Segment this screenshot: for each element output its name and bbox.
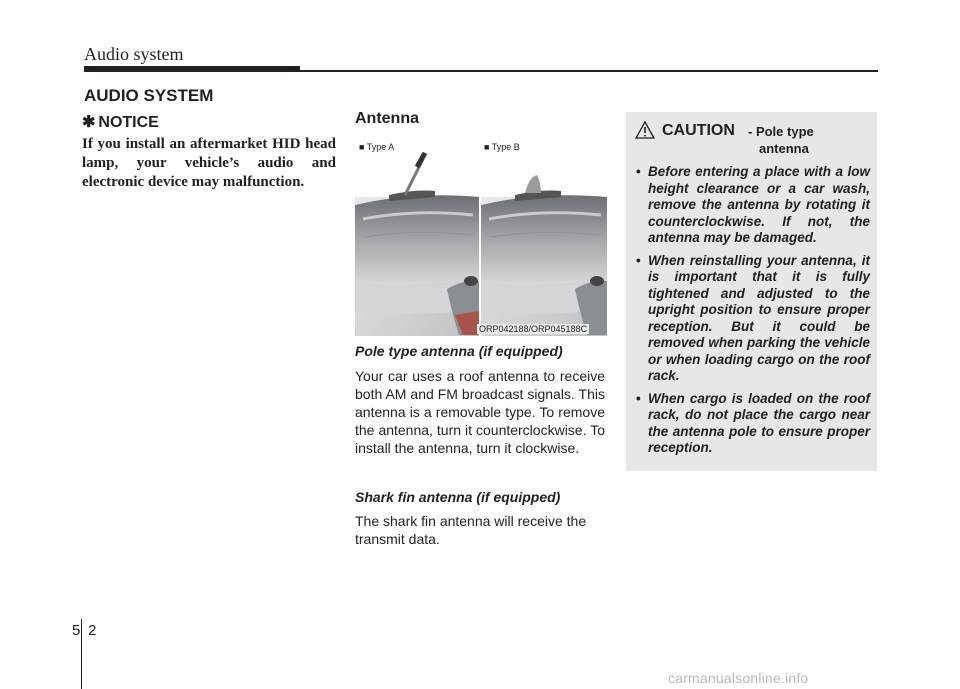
caution-item: • Before entering a place with a low height clearance or a car wash, remove the antenna by rotating it counterclockwise. If not, the antenna may be damaged. bbox=[636, 164, 870, 247]
figure-code: ORP042188/ORP045188C bbox=[479, 324, 588, 334]
caution-list bbox=[636, 164, 870, 463]
page-number: 2 bbox=[88, 622, 97, 639]
caution-subtitle-line2: antenna bbox=[759, 141, 809, 156]
header-rule-thin bbox=[300, 70, 878, 72]
caution-title: CAUTION bbox=[662, 122, 735, 139]
type-b-car-image bbox=[481, 175, 607, 336]
section-title: AUDIO SYSTEM bbox=[84, 86, 214, 105]
shark-fin-text: The shark fin antenna will receive the transmit data. bbox=[355, 513, 587, 547]
figure-label-type-b: ■ Type B bbox=[484, 142, 520, 152]
watermark: carmanualsonline.info bbox=[668, 670, 809, 686]
pole-antenna-text: Your car uses a roof antenna to receive both AM and FM broadcast signals. This antenna is a removable type. To remove the antenna, turn it counterclockwise. To install the antenna, turn it clockwise. bbox=[355, 368, 605, 456]
pole-antenna-subheading: Pole type antenna (if equipped) bbox=[355, 343, 563, 359]
caution-item: • When reinstalling your antenna, it is important that it is fully tightened and adjusted to the upright position to ensure proper reception. But it could be removed when parking the vehicle or when loading cargo on the roof rack. bbox=[636, 253, 870, 385]
type-a-car-image bbox=[355, 153, 479, 336]
antenna-figure bbox=[355, 139, 607, 336]
warning-triangle-icon bbox=[634, 120, 656, 140]
notice-body: If you install an aftermarket HID head lamp, your vehicle’s audio and electronic device may malfunction. bbox=[82, 136, 336, 190]
antenna-heading: Antenna bbox=[355, 110, 419, 127]
notice-title bbox=[82, 112, 159, 132]
running-title: Audio system bbox=[84, 44, 184, 64]
caution-subtitle-line1: - Pole type bbox=[748, 124, 814, 139]
page-number-divider bbox=[81, 619, 82, 689]
notice-title-text: NOTICE bbox=[98, 114, 159, 131]
header-rule-thick bbox=[84, 66, 300, 72]
section-number: 5 bbox=[72, 622, 81, 639]
figure-label-type-a: ■ Type A bbox=[359, 142, 395, 152]
caution-item: • When cargo is loaded on the roof rack, do not place the cargo near the antenna pole to ensure proper reception. bbox=[636, 391, 870, 457]
antenna-illustration bbox=[355, 139, 607, 336]
shark-fin-subheading: Shark fin antenna (if equipped) bbox=[355, 489, 561, 505]
notice-star-icon: ✱ bbox=[82, 114, 96, 131]
